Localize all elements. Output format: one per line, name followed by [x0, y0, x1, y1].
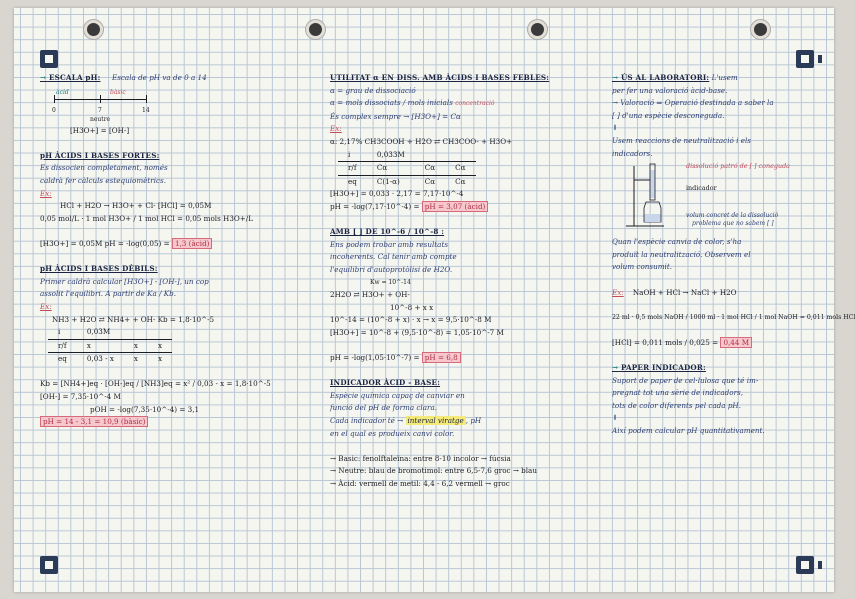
notes-column-3: [612, 72, 855, 438]
equation: 10^-8 + x x: [390, 302, 434, 312]
result-text: [H3O+] = 0,05M pH = -log(0,05) =: [40, 238, 170, 248]
weak-acids-section: [40, 263, 302, 429]
ph-result-highlight: pH = 14 - 3,1 = 10,9 (bàsic): [40, 416, 148, 427]
binder-hole: [84, 20, 103, 39]
notebook-page: [14, 8, 855, 592]
equilibrium-table: i 0,03M r/f x x x eq 0,03 - x x x: [48, 326, 172, 366]
acid-label: àcid: [56, 88, 69, 96]
text-line: Així podem calcular pH quantitativament.: [612, 426, 765, 436]
example-label: Ex:: [330, 124, 342, 134]
equilibrium-table: i 0,033M r/f Cα Cα Cα eq C(1-α) Cα Cα: [338, 149, 476, 189]
text-line: α = grau de dissociació: [330, 85, 416, 95]
calculation: pH = -log(7,17·10^-4) =: [330, 201, 420, 211]
indicator-item-neutral: → Neutre: blau de bromotimol: entre 6,5-7,6 groc → blau: [330, 466, 537, 476]
reaction: α: 2,17% CH3COOH + H2O ⇄ CH3COO- + H3O+: [330, 136, 513, 146]
text-line: Es dissocien completament, només: [40, 163, 168, 173]
strong-acids-section: [40, 150, 302, 251]
text-line: ⇓: [612, 123, 619, 133]
text-line: Suport de paper de cel·lulosa que té im-: [612, 375, 759, 385]
apparatus-label: problema que no sabem [ ]: [692, 220, 774, 228]
text-line: funció del pH de forma clara.: [330, 403, 438, 413]
ph-result-highlight: pH = 6,8: [422, 352, 461, 363]
equation: 2H2O ⇄ H3O+ + OH-: [330, 290, 410, 300]
corner-marker-bottom-right: [796, 556, 814, 574]
reaction: HCl + H2O → H3O+ + Cl- [HCl] = 0,05M: [60, 201, 212, 211]
section-title: → ÚS AL LABORATORI:: [612, 73, 710, 82]
calculation: 0,05 mol/L · 1 mol H3O+ / 1 mol HCl = 0,05 mols H3O+/L: [40, 213, 254, 223]
ph-scale-diagram: [50, 85, 302, 125]
tick-label: 7: [98, 106, 102, 114]
text-line: pregnat tot una sèrie de indicadors,: [612, 388, 744, 398]
equation: 10^-14 = (10^-8 + x) · x → x = 9,5·10^-8 M: [330, 315, 492, 325]
section-title: → PAPER INDICADOR:: [612, 363, 706, 373]
text-line: l'equilibri d'autoprotòlisi de H2O.: [330, 264, 453, 274]
text-line: produït la neutralització. Observem el: [612, 249, 751, 259]
section-title: INDICADOR ÀCID - BASE:: [330, 378, 441, 388]
calculation: pH = -log(1,05·10^-7) =: [330, 353, 420, 363]
text-line: Usem reaccions de neutralització i els: [612, 135, 751, 145]
text-line: , pH: [465, 416, 482, 426]
text-line: [ ] d'una espècie desconeguda.: [612, 110, 725, 120]
indicator-item-basic: → Basic: fenolftaleïna: entre 8-10 incolor → fúcsia: [330, 453, 511, 463]
text-line: → Valoració ⇒ Operació destinada a saber la: [612, 98, 774, 108]
titration-apparatus: [612, 160, 826, 236]
tick-label: 0: [52, 106, 56, 114]
text-line: ⇓: [612, 413, 619, 423]
notes-column-2: [330, 72, 554, 491]
apparatus-label: indicador: [686, 184, 717, 193]
ph-result-highlight: pH = 3,07 (àcid): [422, 201, 489, 212]
binder-hole: [528, 20, 547, 39]
text-line: caldrà fer càlculs estequiomètrics.: [40, 175, 167, 185]
basic-label: bàsic: [110, 88, 126, 96]
text-line: Quan l'espècie canvia de color, s'ha: [612, 237, 742, 247]
text-line: α = mols dissociats / mols inicials: [330, 98, 453, 108]
text-line: Ens podem trobar amb resultats: [330, 239, 449, 249]
example-label: Ex:: [40, 301, 52, 311]
text-line: incoherents. Cal tenir amb compte: [330, 252, 457, 262]
text-line: volum consumit.: [612, 262, 673, 272]
dilute-section: [330, 226, 554, 365]
annotation: concentració: [455, 100, 495, 108]
corner-marker-top-left: [40, 50, 58, 68]
oh-concentration: [OH-] = 7,35·10^-4 M: [40, 392, 121, 402]
text-line: Primer caldrà calcular [H3O+] - [OH-], un cop: [40, 276, 209, 286]
result-highlight: 0,44 M: [720, 337, 752, 348]
text-line: És complex sempre → [H3O+] = Cα: [330, 111, 461, 121]
section-title: → ESCALA pH:: [40, 73, 101, 82]
indicator-item-acid: → Àcid: vermell de metil: 4,4 - 6,2 vermell → groc: [330, 479, 510, 488]
viratge-highlight: interval viratge: [407, 416, 464, 426]
reaction: NH3 + H2O ⇄ NH4+ + OH- Kb = 1,8·10^-5: [52, 314, 215, 324]
example-label: Ex:: [40, 188, 52, 198]
kw-constant: Kw = 10^-14: [370, 278, 411, 286]
section-title: pH ÀCIDS I BASES FORTES:: [40, 150, 160, 160]
binder-hole: [751, 20, 770, 39]
corner-marker-top-right: [796, 50, 814, 68]
laboratory-section: [612, 72, 855, 350]
binder-hole: [306, 20, 325, 39]
neutral-label: neutre: [90, 115, 111, 123]
scale-note: Escala de pH va de 0 a 14: [111, 73, 207, 82]
result-highlight: 1,3 (àcid): [172, 238, 213, 249]
text-line: indicadors.: [612, 148, 653, 158]
text-line: per fer una valoració àcid-base.: [612, 85, 728, 95]
equation: [H3O+] = 10^-8 + (9,5·10^-8) = 1,05·10^-7 M: [330, 327, 504, 337]
example-label: Ex:: [612, 287, 624, 297]
text-line: tots de color diferents pel cada pH.: [612, 400, 741, 410]
text-line: L'usem: [711, 73, 738, 82]
corner-marker-bottom-left: [40, 556, 58, 574]
kb-expression: Kb = [NH4+]eq · [OH-]eq / [NH3]eq = x² / 0,03 - x = 1,8·10^-5: [40, 379, 271, 389]
section-title: AMB [ ] DE 10^-6 / 10^-8 :: [330, 227, 445, 237]
tick-label: 14: [142, 106, 150, 114]
neutral-equation: [H3O+] = [OH-]: [70, 125, 130, 135]
indicator-section: [330, 377, 554, 490]
notes-column-1: [40, 72, 302, 429]
poh-result: pOH = -log(7,35·10^-4) = 3,1: [90, 404, 200, 414]
text-line: en el qual es produeix canvi color.: [330, 428, 455, 438]
section-title: UTILITAT α EN DISS. AMB ÀCIDS I BASES FEBLES:: [330, 73, 550, 82]
apparatus-label: volum concret de la dissolució: [686, 212, 779, 220]
paper-indicator-section: [612, 362, 826, 438]
calculation: 22 ml · 0,5 mols NaOH / 1000 ml · 1 mol HCl / 1 mol NaOH = 0,011 mols HCl: [612, 313, 855, 321]
apparatus-label: dissolució patró de [ ] coneguda: [686, 162, 790, 171]
section-title: pH ÀCIDS I BASES DÈBILS:: [40, 264, 158, 274]
text-line: Cada indicador té →: [330, 416, 404, 426]
text-line: assolit l'equilibri. A partir de Ka / Kb.: [40, 289, 177, 299]
text-line: Espècie química capaç de canviar en: [330, 390, 465, 400]
burette-icon: [624, 160, 680, 230]
ph-scale-section: [40, 72, 302, 137]
calculation: [H3O+] = 0,033 · 2,17 = 7,17·10^-4: [330, 189, 464, 199]
calculation: [HCl] = 0,011 mols / 0,025 =: [612, 337, 719, 347]
alpha-section: [330, 72, 554, 214]
reaction: NaOH + HCl → NaCl + H2O: [632, 287, 737, 297]
